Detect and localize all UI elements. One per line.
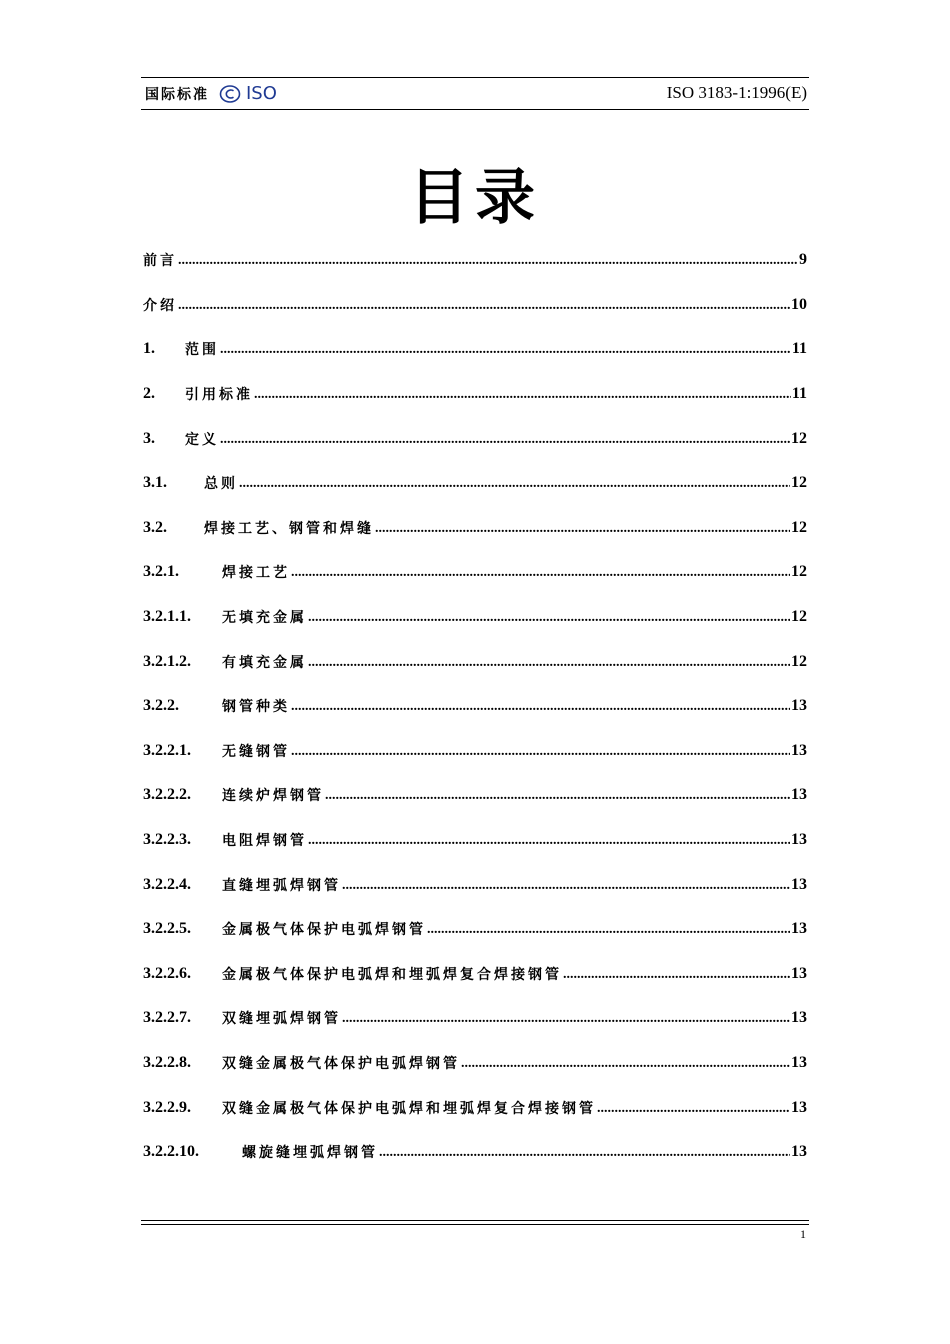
toc-entry-page: 13 (791, 1009, 807, 1027)
toc-leader-dots (220, 432, 790, 448)
toc-entry-page: 13 (791, 964, 807, 982)
toc-leader-dots (254, 387, 791, 403)
toc-leader-dots (291, 699, 790, 715)
toc-entry-page: 13 (791, 1053, 807, 1071)
toc-entry[interactable] (143, 952, 807, 997)
toc-entry[interactable] (143, 327, 807, 372)
toc-entry-number: 3.2.2.3. (143, 831, 191, 849)
toc-entry-number: 2. (143, 385, 155, 403)
toc-entry[interactable] (143, 684, 807, 729)
iso-logo-text: ISO (246, 83, 277, 104)
toc-entry-label: 双缝埋弧焊钢管 (222, 1011, 341, 1028)
toc-leader-dots (461, 1056, 790, 1072)
toc-entry[interactable] (143, 773, 807, 818)
toc-entry-number: 1. (143, 340, 155, 358)
toc-entry-number: 3.2.1.1. (143, 608, 191, 626)
toc-entry-label: 有填充金属 (222, 654, 307, 671)
toc-entry[interactable] (143, 238, 807, 283)
toc-entry-label: 连续炉焊钢管 (222, 788, 324, 805)
toc-entry-page: 12 (791, 474, 807, 492)
toc-entry-page: 12 (791, 429, 807, 447)
toc-leader-dots (291, 565, 790, 581)
toc-leader-dots (291, 744, 790, 760)
page-header (141, 77, 809, 110)
toc-leader-dots (325, 788, 790, 804)
toc-entry-label: 螺旋缝埋弧焊钢管 (242, 1145, 378, 1162)
toc-entry[interactable] (143, 1085, 807, 1130)
toc-leader-dots (220, 342, 791, 358)
toc-entry-page: 12 (791, 563, 807, 581)
toc-leader-dots (308, 610, 790, 626)
toc-leader-dots (342, 1011, 790, 1027)
toc-entry-label: 双缝金属极气体保护电弧焊和埋弧焊复合焊接钢管 (222, 1100, 596, 1117)
toc-leader-dots (597, 1101, 790, 1117)
toc-entry-number: 3.2.2.4. (143, 875, 191, 893)
header-standard-label: 国际标准 (145, 86, 209, 103)
toc-entry-number: 3.2.1.2. (143, 652, 191, 670)
toc-leader-dots (239, 476, 790, 492)
toc-leader-dots (563, 967, 790, 983)
toc-entry-label: 总则 (204, 476, 238, 493)
document-code: ISO 3183-1:1996(E) (666, 83, 807, 102)
toc-entry-number: 3.2.2.5. (143, 920, 191, 938)
toc-entry-label: 定义 (185, 431, 219, 448)
toc-entry-label: 金属极气体保护电弧焊钢管 (222, 922, 426, 939)
toc-entry-page: 12 (791, 608, 807, 626)
toc-entry[interactable] (143, 550, 807, 595)
toc-leader-dots (308, 655, 790, 671)
toc-entry[interactable] (143, 506, 807, 551)
toc-entry-page: 13 (791, 1143, 807, 1161)
toc-leader-dots (342, 878, 790, 894)
toc-entry[interactable] (143, 639, 807, 684)
toc-entry-number: 3.2.2.6. (143, 964, 191, 982)
toc-entry-number: 3.2.2.10. (143, 1143, 199, 1161)
toc-entry-label: 无缝钢管 (222, 743, 290, 760)
toc-entry-page: 13 (791, 920, 807, 938)
toc-entry-label: 直缝埋弧焊钢管 (222, 877, 341, 894)
toc-entry[interactable] (143, 283, 807, 328)
toc-entry[interactable] (143, 729, 807, 774)
toc-entry[interactable] (143, 1130, 807, 1175)
toc-leader-dots (178, 253, 798, 269)
toc-leader-dots (375, 521, 790, 537)
toc-entry[interactable] (143, 862, 807, 907)
toc-entry-number: 3.2.1. (143, 563, 179, 581)
toc-entry-number: 3. (143, 429, 155, 447)
toc-entry-label: 引用标准 (185, 387, 253, 404)
toc-entry[interactable] (143, 595, 807, 640)
header-left (145, 83, 277, 104)
toc-entry-label: 无填充金属 (222, 610, 307, 627)
toc-leader-dots (308, 833, 790, 849)
toc-entry-label: 焊接工艺 (222, 565, 290, 582)
footer-page-number: 1 (800, 1227, 806, 1241)
toc-entry-page: 13 (791, 741, 807, 759)
toc-entry-number: 3.1. (143, 474, 167, 492)
toc-entry-page: 13 (791, 1098, 807, 1116)
toc-entry-page: 12 (791, 652, 807, 670)
page-footer-rule (141, 1220, 809, 1225)
toc-entry[interactable] (143, 907, 807, 952)
toc-entry[interactable] (143, 996, 807, 1041)
table-of-contents (143, 238, 807, 1174)
toc-entry-page: 13 (791, 831, 807, 849)
toc-entry-label: 范围 (185, 342, 219, 359)
toc-entry-number: 3.2.2. (143, 697, 179, 715)
toc-entry-number: 3.2.2.9. (143, 1098, 191, 1116)
toc-entry-number: 3.2.2.8. (143, 1053, 191, 1071)
toc-entry-number: 3.2.2.1. (143, 741, 191, 759)
toc-entry-number: 3.2. (143, 518, 167, 536)
toc-entry-page: 11 (791, 385, 807, 403)
toc-entry-label: 介绍 (143, 297, 177, 314)
iso-logo-icon (219, 84, 241, 104)
toc-leader-dots (178, 298, 790, 314)
toc-entry[interactable] (143, 372, 807, 417)
toc-entry[interactable] (143, 416, 807, 461)
toc-entry-number: 3.2.2.2. (143, 786, 191, 804)
toc-entry-label: 钢管种类 (222, 699, 290, 716)
iso-logo (219, 83, 277, 104)
toc-entry-label: 双缝金属极气体保护电弧焊钢管 (222, 1055, 460, 1072)
toc-entry[interactable] (143, 461, 807, 506)
toc-entry-page: 11 (791, 340, 807, 358)
toc-entry[interactable] (143, 1041, 807, 1086)
toc-entry-page: 10 (791, 295, 807, 313)
toc-entry-label: 金属极气体保护电弧焊和埋弧焊复合焊接钢管 (222, 966, 562, 983)
toc-entry[interactable] (143, 818, 807, 863)
toc-entry-page: 13 (791, 875, 807, 893)
toc-entry-page: 12 (791, 518, 807, 536)
toc-entry-page: 13 (791, 697, 807, 715)
toc-leader-dots (427, 922, 790, 938)
page-title: 目录 (409, 163, 541, 233)
toc-entry-label: 焊接工艺、钢管和焊缝 (204, 520, 374, 537)
toc-entry-page: 13 (791, 786, 807, 804)
toc-entry-page: 9 (799, 251, 807, 269)
toc-entry-label: 前言 (143, 253, 177, 270)
toc-leader-dots (379, 1145, 790, 1161)
toc-entry-label: 电阻焊钢管 (222, 833, 307, 850)
toc-entry-number: 3.2.2.7. (143, 1009, 191, 1027)
